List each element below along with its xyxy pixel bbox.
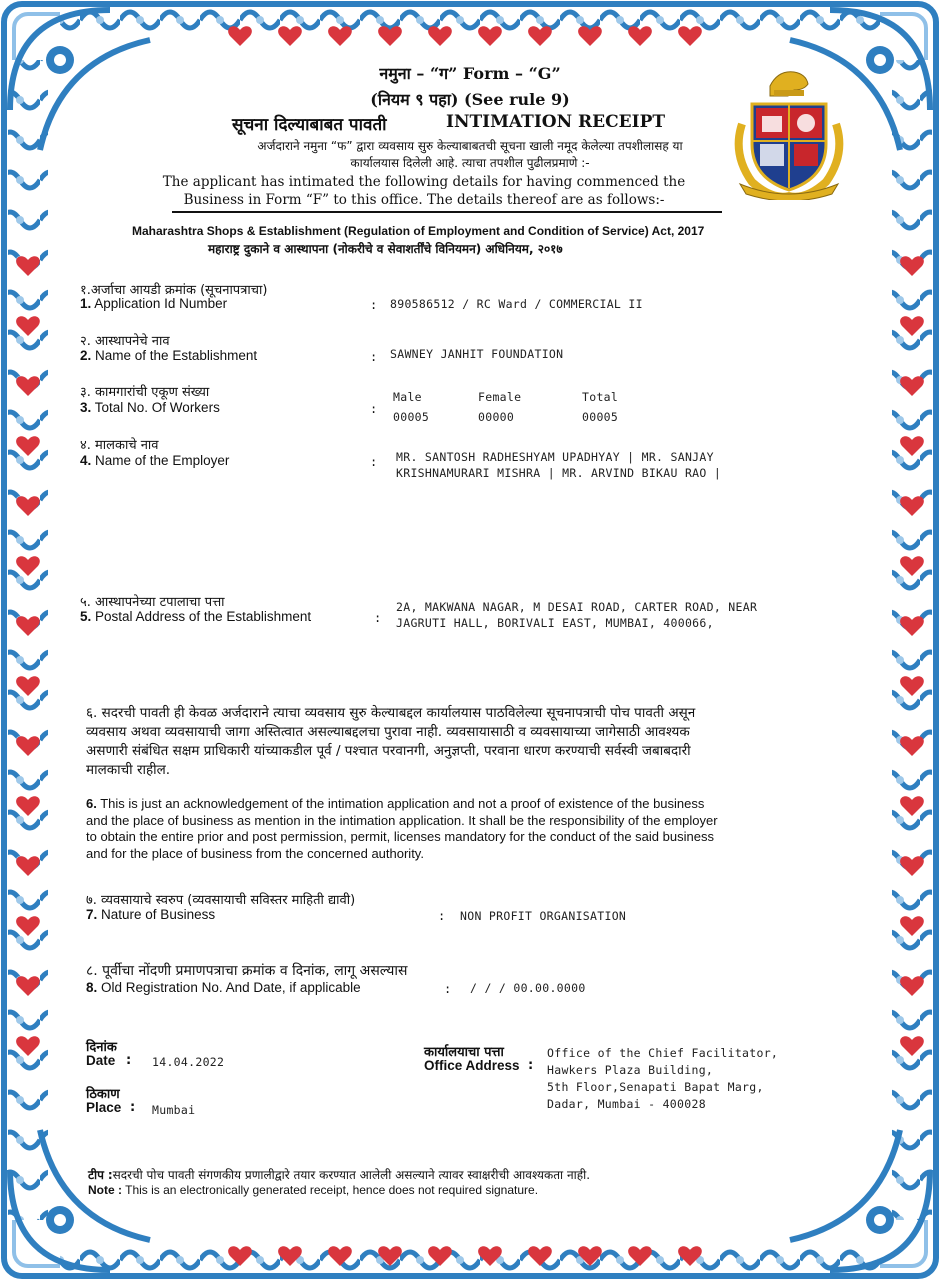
clause-6-marathi: ६. सदरची पावती ही केवळ अर्जदाराने त्याचा व्यवसाय सुरु केल्याबद्दल कार्यालयास पाठविलेल्या सूचनापत्राची पोच पावती असून व्यवसाय अथवा व्यवसायाची जागा अस्तित्वात असल्याबद्दलचा पुरावा नाही. व्यवसायासाठी व व्यवसायाच्या जागेसाठी आवश्यक असणारी संबंधित सक्षम प्राधिकारी यांच्याकडील पूर्व / पश्चात परवानगी, अनुज्ञप्ती, परवाना धारण करण्याची सर्वस्वी जबाबदारी मालकाची राहील.: [86, 705, 696, 778]
male-count-value: 00005: [393, 410, 430, 424]
act-title-english: Maharashtra Shops & Establishment (Regulation of Employment and Condition of Service) Act, 2017: [132, 224, 705, 238]
office-address-line-2: Hawkers Plaza Building,: [547, 1063, 714, 1077]
date-label-english: Date: [86, 1053, 116, 1068]
address-label-english: 5. Postal Address of the Establishment: [80, 609, 312, 624]
establishment-value: SAWNEY JANHIT FOUNDATION: [390, 347, 564, 361]
colon: :: [370, 402, 378, 416]
address-value-line-2: JAGRUTI HALL, BORIVALI EAST, MUMBAI, 400066,: [396, 616, 714, 630]
nature-label-marathi: ७. व्यवसायाचे स्वरुप (व्यवसायाची सविस्तर माहिती द्यावी): [86, 893, 356, 908]
office-address-line-1: Office of the Chief Facilitator,: [547, 1046, 779, 1060]
header-divider: [172, 211, 722, 213]
act-title-marathi: महाराष्ट्र दुकाने व आस्थापना (नोकरीचे व सेवाशर्तींचे विनियमन) अधिनियम, २०१७: [208, 242, 563, 256]
nature-value: NON PROFIT ORGANISATION: [460, 909, 627, 923]
clause-6-english: 6. This is just an acknowledgement of the intimation application and not a proof of existence of the business and the place of business as mention in the intimation application. It shall be the responsibility of the employer to obtain the entire prior and post permission, permit, licenses mandatory for the conduct of the said business and for the place of business from the concerned authority.: [86, 796, 718, 861]
female-column-header: Female: [478, 390, 522, 404]
office-address-line-4: Dadar, Mumbai - 400028: [547, 1097, 706, 1111]
note-marathi: टीप :सदरची पोच पावती संगणकीय प्रणालीद्वारे तयार करण्यात आलेली असल्याने त्यावर स्वाक्षरीची आवश्यकता नाही.: [88, 1168, 591, 1182]
old-reg-value: / / / 00.00.0000: [470, 981, 586, 995]
employer-value-line-2: KRISHNAMURARI MISHRA | MR. ARVIND BIKAU RAO |: [396, 466, 722, 480]
total-column-header: Total: [582, 390, 619, 404]
male-column-header: Male: [393, 390, 422, 404]
colon: :: [130, 1100, 136, 1115]
intro-english-line-1: The applicant has intimated the following details for having commenced the: [162, 174, 686, 190]
colon: :: [370, 298, 378, 312]
colon: :: [444, 982, 452, 996]
place-label-english: Place: [86, 1100, 122, 1115]
app-id-value: 890586512 / RC Ward / COMMERCIAL II: [390, 297, 643, 311]
female-count-value: 00000: [478, 410, 515, 424]
address-value-line-1: 2A, MAKWANA NAGAR, M DESAI ROAD, CARTER ROAD, NEAR: [396, 600, 758, 614]
workers-label-english: 3. Total No. Of Workers: [80, 400, 220, 415]
colon: :: [374, 611, 382, 625]
intro-marathi-line-1: अर्जदाराने नमुना “फ” द्वारा व्यवसाय सुरु केल्याबाबतची सूचना खाली नमूद केलेल्या तपशीलासह या: [257, 139, 683, 153]
colon: :: [126, 1053, 132, 1068]
establishment-label-english: 2. Name of the Establishment: [80, 348, 258, 363]
old-reg-label-marathi: ८. पूर्वीचा नोंदणी प्रमाणपत्राचा क्रमांक व दिनांक, लागू असल्यास: [86, 963, 408, 979]
app-id-label-marathi: १.अर्जाचा आयडी क्रमांक (सूचनापत्राचा): [80, 283, 268, 298]
employer-value-line-1: MR. SANTOSH RADHESHYAM UPADHYAY | MR. SANJAY: [396, 450, 714, 464]
colon: :: [370, 350, 378, 364]
office-address-line-3: 5th Floor,Senapati Bapat Marg,: [547, 1080, 764, 1094]
colon: :: [528, 1058, 534, 1073]
place-value: Mumbai: [152, 1103, 196, 1117]
form-title-line: नमुना – “ग” Form – “G”: [379, 64, 561, 83]
colon: :: [438, 909, 446, 923]
rule-line: (नियम ९ पहा) (See rule 9): [370, 90, 570, 109]
title-english: INTIMATION RECEIPT: [446, 112, 665, 132]
workers-label-marathi: ३. कामगारांची एकूण संख्या: [80, 385, 210, 400]
establishment-label-marathi: २. आस्थापनेचे नाव: [80, 334, 170, 349]
app-id-label-english: 1. Application Id Number: [80, 296, 228, 311]
title-marathi: सूचना दिल्याबाबत पावती: [232, 115, 387, 135]
nature-label-english: 7. Nature of Business: [86, 907, 216, 922]
intro-english-line-2: Business in Form “F” to this office. The details thereof are as follows:-: [183, 192, 665, 208]
old-reg-label-english: 8. Old Registration No. And Date, if applicable: [86, 980, 361, 995]
employer-label-english: 4. Name of the Employer: [80, 453, 230, 468]
place-label-marathi: ठिकाण: [86, 1087, 120, 1102]
employer-label-marathi: ४. मालकाचे नाव: [80, 438, 159, 453]
office-label-english: Office Address: [424, 1058, 520, 1073]
date-value: 14.04.2022: [152, 1055, 225, 1069]
total-count-value: 00005: [582, 410, 619, 424]
date-label-marathi: दिनांक: [86, 1040, 117, 1055]
intro-marathi-line-2: कार्यालयास दिलेली आहे. त्याचा तपशील पुढीलप्रमाणे :-: [350, 156, 590, 170]
note-english: Note : This is an electronically generated receipt, hence does not required signature.: [88, 1183, 539, 1197]
address-label-marathi: ५. आस्थापनेच्या टपालाचा पत्ता: [80, 595, 225, 610]
office-label-marathi: कार्यालयाचा पत्ता: [424, 1045, 504, 1060]
colon: :: [370, 455, 378, 469]
